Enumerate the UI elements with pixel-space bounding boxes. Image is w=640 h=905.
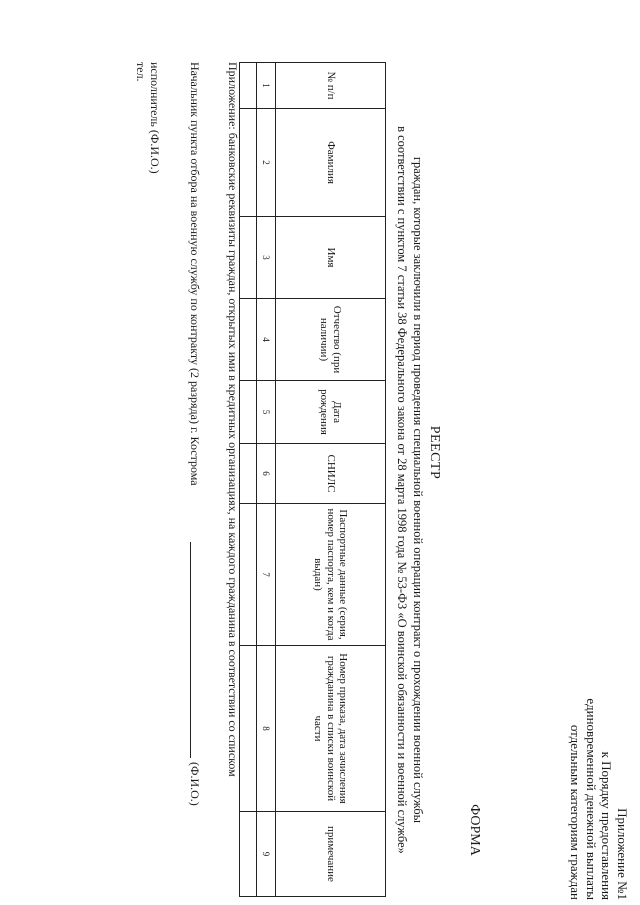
header-snils: СНИЛС [276, 444, 386, 504]
appendix-line: Приложение №1 [615, 808, 630, 900]
column-number: 6 [257, 444, 276, 504]
column-number: 4 [257, 299, 276, 381]
form-label: ФОРМА [467, 804, 482, 856]
appendix-note [568, 650, 630, 900]
column-number: 8 [257, 646, 276, 812]
registry-table [239, 62, 386, 897]
table-cell [240, 63, 257, 109]
table-cell [240, 504, 257, 646]
header-note: примечание [276, 812, 386, 897]
column-number: 3 [257, 217, 276, 299]
table-header-row [276, 63, 386, 897]
table-cell [240, 381, 257, 444]
appendix-line: единовременной денежной выплаты [584, 698, 599, 900]
table-cell [240, 217, 257, 299]
appendix-line: отдельным категориям граждан [568, 724, 584, 900]
column-number: 2 [257, 109, 276, 217]
subtitle-line-2: в соответствии с пунктом 7 статьи 38 Федерального закона от 28 марта 1998 года № 53-ФЗ «О воинской обязанности и военной службе» [395, 126, 410, 854]
executor-label: исполнитель (Ф.И.О.) [148, 62, 162, 174]
phone-label: тел. [134, 62, 148, 82]
table-cell [240, 444, 257, 504]
column-number: 7 [257, 504, 276, 646]
table-cell [240, 646, 257, 812]
chief-signature-line [186, 62, 202, 896]
header-number: № п/п [276, 63, 386, 109]
document-title: РЕЕСТР [427, 425, 442, 480]
table-cell [240, 299, 257, 381]
column-number: 5 [257, 381, 276, 444]
column-number: 9 [257, 812, 276, 897]
header-passport: Паспортные данные (серия, номер паспорта, кем и когда выдан) [276, 504, 386, 646]
column-number: 1 [257, 63, 276, 109]
document-subtitle [394, 80, 425, 900]
chief-fio: (Ф.И.О.) [188, 762, 202, 806]
header-surname: Фамилия [276, 109, 386, 217]
signature-underline [190, 542, 191, 758]
table-cell [240, 109, 257, 217]
header-name: Имя [276, 217, 386, 299]
table-cell [240, 812, 257, 897]
header-patronymic: Отчество (при наличии) [276, 299, 386, 381]
attachment-note [226, 62, 240, 896]
attachment-line: Приложение: банковские реквизиты граждан, открытых ими в кредитных организациях, на каждого гражданина в соответствии со списком [226, 62, 240, 777]
appendix-line: к Порядку предоставления [599, 751, 615, 900]
table-number-row [257, 63, 276, 897]
header-birth-date: Дата рождения [276, 381, 386, 444]
chief-title: Начальник пункта отбора на военную службу по контракту (2 разряда) г. Кострома [188, 62, 202, 486]
subtitle-line-1: граждан, которые заключили в период проведения специальной военной операции контракт о прохождении военной службы [411, 156, 425, 824]
header-order: Номер приказа, дата зачисления гражданина в списки воинской части [276, 646, 386, 812]
table-row [240, 63, 257, 897]
